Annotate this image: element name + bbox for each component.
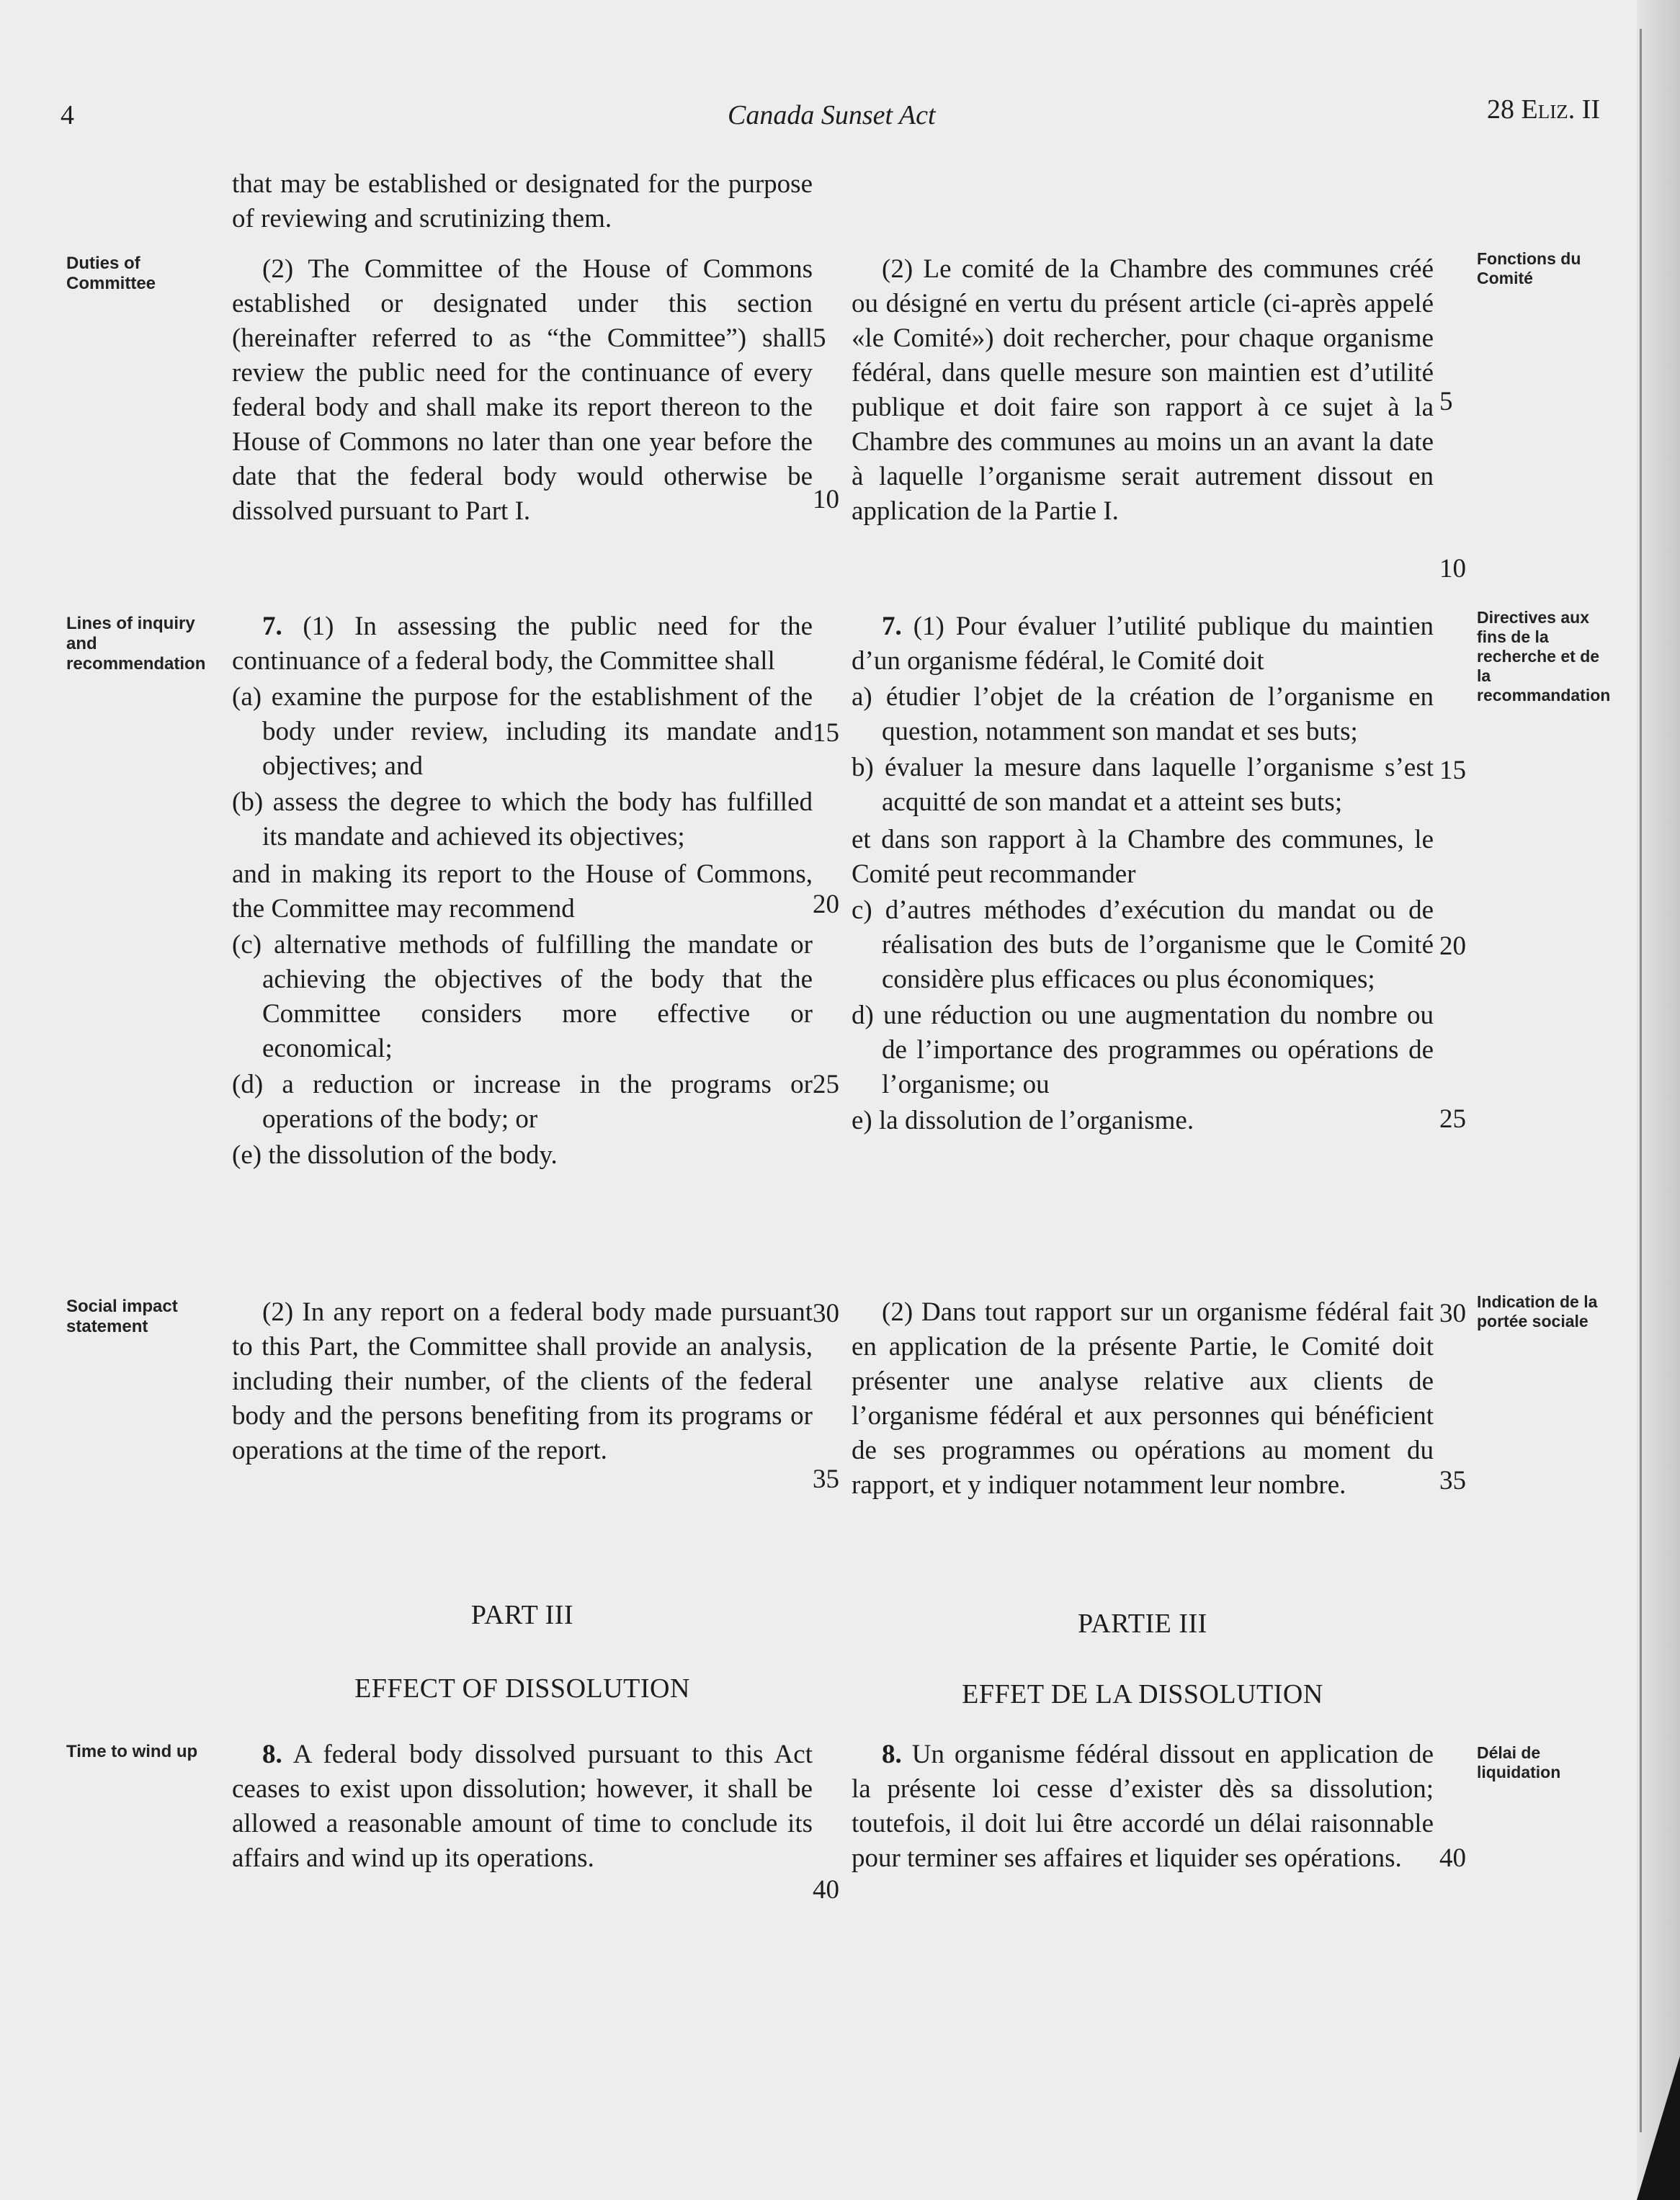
- margin-note-directives: Directives aux fins de la recherche et de la recommandation: [1477, 608, 1611, 705]
- page-corner: [1637, 2056, 1680, 2200]
- french-para-b: b) évaluer la mesure dans laquelle l’organisme s’est acquitté de son mandat et a atteint ses buts;: [852, 753, 1434, 817]
- line-number-fr-30: 30: [1439, 1299, 1466, 1328]
- line-number-en-15: 15: [813, 718, 839, 748]
- margin-note-lines-of-inquiry: Lines of inquiry and recommendation: [66, 614, 206, 674]
- english-section-7-2: (2) In any report on a federal body made pursuant to this Part, the Committee shall provide an analysis, including their number, of the clients of the federal body and the persons benefiting from its programs or operations at the time of the report.: [232, 1297, 813, 1465]
- french-section-7-1: [852, 609, 1434, 1138]
- english-section-8-number: 8.: [262, 1740, 282, 1769]
- margin-note-fonctions: Fonctions du Comité: [1477, 249, 1581, 287]
- margin-note-time-to-wind-up: Time to wind up: [66, 1742, 198, 1761]
- page-number: 4: [61, 100, 74, 130]
- french-section-7-intro: (1) Pour évaluer l’utilité publique du maintien d’un organisme fédéral, le Comité doit: [852, 612, 1434, 676]
- french-part-title: EFFET DE LA DISSOLUTION: [962, 1679, 1323, 1709]
- line-number-fr-25: 25: [1439, 1104, 1466, 1134]
- line-number-fr-35: 35: [1439, 1466, 1466, 1495]
- french-section-6-2: (2) Le comité de la Chambre des communes créé ou désigné en vertu du présent article (ci-après appelé «le Comité») doit rechercher, pour chaque organisme fédéral, dans quelle mesure son maintien est d’utilité publique et doit faire son rapport à ce sujet à la Chambre des communes au moins un an avant la date à laquelle l’organisme serait autrement dissout en application de la Partie I.: [852, 254, 1434, 526]
- english-para-e: (e) the dissolution of the body.: [232, 1140, 558, 1170]
- english-section-8: [232, 1738, 813, 1876]
- line-number-en-20: 20: [813, 890, 839, 919]
- regnal-year: 28 Eliz. II: [1487, 94, 1600, 125]
- french-para-d: d) une réduction ou une augmentation du nombre ou de l’importance des programmes ou opérations de l’organisme; ou: [852, 1001, 1434, 1099]
- line-number-en-40: 40: [813, 1875, 839, 1905]
- margin-note-delai: Délai de liquidation: [1477, 1743, 1561, 1781]
- french-section-8-number: 8.: [882, 1740, 902, 1769]
- english-section-6-2: (2) The Committee of the House of Commons established or designated under this section (hereinafter referred to as “the Committee”) shall review the public need for the continuance of every federal body and shall make its report thereon to the House of Commons no later than one year before the date that the federal body would otherwise be dissolved pursuant to Part I.: [232, 254, 813, 526]
- line-number-en-10: 10: [813, 485, 839, 514]
- french-section-7-middle: et dans son rapport à la Chambre des communes, le Comité peut recommander: [852, 825, 1434, 889]
- margin-note-social-impact: Social impact statement: [66, 1297, 178, 1336]
- english-section-7-number: 7.: [262, 612, 282, 641]
- french-section-7-2: (2) Dans tout rapport sur un organisme fédéral fait en application de la présente Partie, le Comité doit présenter une analyse relative aux clients de l’organisme fédéral et aux personnes qui bénéficient de ses programmes ou opérations au moment du rapport, et y indiquer notamment leur nombre.: [852, 1297, 1434, 1500]
- french-para-e: e) la dissolution de l’organisme.: [852, 1106, 1194, 1135]
- english-para-a: (a) examine the purpose for the establishment of the body under review, including its mandate and objectives; and: [232, 682, 813, 781]
- line-number-fr-5: 5: [1439, 387, 1453, 416]
- english-section-7-intro: (1) In assessing the public need for the continuance of a federal body, the Committee shall: [232, 612, 813, 676]
- line-number-fr-20: 20: [1439, 931, 1466, 961]
- french-para-c: c) d’autres méthodes d’exécution du mandat ou de réalisation des buts de l’organisme que le Comité considère plus efficaces ou plus économiques;: [852, 895, 1434, 994]
- english-part-heading: PART III: [470, 1600, 574, 1630]
- english-continuation: that may be established or designated for the purpose of reviewing and scrutinizing them.: [232, 169, 813, 233]
- english-part-title: EFFECT OF DISSOLUTION: [354, 1673, 690, 1704]
- english-para-b: (b) assess the degree to which the body has fulfilled its mandate and achieved its objectives;: [232, 787, 813, 851]
- line-number-en-5: 5: [813, 323, 826, 353]
- margin-note-duties: Duties of Committee: [66, 254, 156, 293]
- french-section-8-text: Un organisme fédéral dissout en application de la présente loi cesse d’exister dès sa dissolution; toutefois, il doit lui être accordé un délai raisonnable pour terminer ses affaires et liquider ses opérations.: [852, 1740, 1434, 1873]
- page-edge-shadow: [1637, 0, 1680, 2200]
- line-number-fr-40: 40: [1439, 1843, 1466, 1873]
- line-number-en-30: 30: [813, 1299, 839, 1328]
- line-number-fr-10: 10: [1439, 554, 1466, 583]
- french-part-heading: PARTIE III: [1078, 1609, 1207, 1639]
- margin-note-indication: Indication de la portée sociale: [1477, 1292, 1598, 1331]
- running-title: Canada Sunset Act: [728, 100, 936, 130]
- english-section-7-1: [232, 609, 813, 1173]
- english-section-7-middle: and in making its report to the House of Commons, the Committee may recommend: [232, 859, 813, 924]
- french-para-a: a) étudier l’objet de la création de l’organisme en question, notamment son mandat et ses buts;: [852, 682, 1434, 746]
- binding-line: [1640, 29, 1642, 2132]
- english-para-c: (c) alternative methods of fulfilling the mandate or achieving the objectives of the body that the Committee considers more effective or economical;: [232, 930, 813, 1063]
- line-number-en-25: 25: [813, 1070, 839, 1099]
- line-number-en-35: 35: [813, 1465, 839, 1494]
- line-number-fr-15: 15: [1439, 756, 1466, 785]
- french-section-7-number: 7.: [882, 612, 902, 641]
- english-section-8-text: A federal body dissolved pursuant to this Act ceases to exist upon dissolution; however, it shall be allowed a reasonable amount of time to conclude its affairs and wind up its operations.: [232, 1740, 813, 1873]
- english-para-d: (d) a reduction or increase in the programs or operations of the body; or: [232, 1070, 813, 1134]
- french-section-8: [852, 1738, 1434, 1876]
